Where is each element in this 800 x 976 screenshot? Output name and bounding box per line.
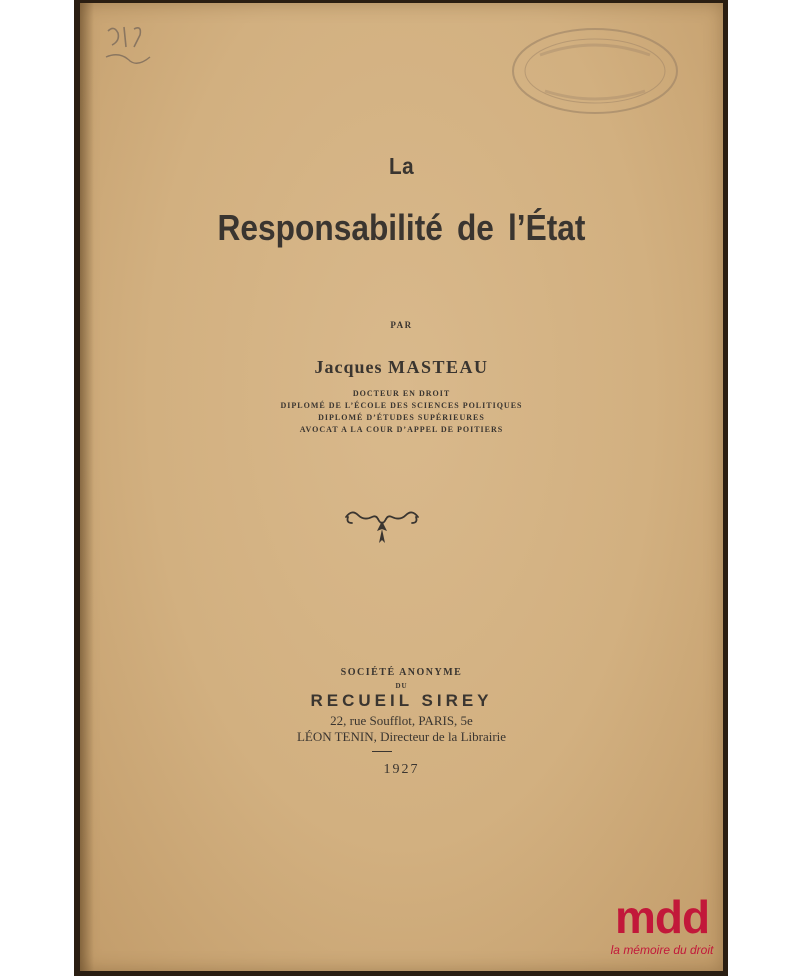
- title-line-2: Responsabilité de l’État: [217, 207, 586, 248]
- publisher-address: 22, rue Soufflot, PARIS, 5e: [330, 713, 473, 728]
- separator-dash: [372, 751, 392, 752]
- publisher-director: LÉON TENIN, Directeur de la Librairie: [296, 729, 507, 744]
- logo-tagline: la mémoire du droit: [610, 943, 714, 957]
- publication-year: 1927: [383, 762, 420, 777]
- pencil-note-icon: [100, 17, 170, 72]
- ornament-icon: [342, 507, 422, 547]
- publisher-name: RECUEIL SIREY: [310, 691, 493, 710]
- author-last-name: MASTEAU: [388, 357, 489, 377]
- credential-line: DIPLOMÉ D’ÉTUDES SUPÉRIEURES: [318, 413, 485, 422]
- credential-line: AVOCAT A LA COUR D’APPEL DE POITIERS: [299, 425, 504, 434]
- stamp-icon: [510, 25, 680, 117]
- title-line-1: La: [388, 153, 415, 179]
- credential-line: DOCTEUR EN DROIT: [352, 389, 451, 398]
- author-name: [80, 357, 723, 378]
- by-label: PAR: [390, 320, 413, 330]
- author-first-name: Jacques: [314, 357, 383, 377]
- logo-mark: mdd: [614, 891, 710, 943]
- publisher-prefix: SOCIÉTÉ ANONYME: [340, 667, 463, 678]
- mdd-logo: [610, 893, 714, 969]
- publisher-connector: DU: [395, 682, 408, 690]
- book-cover: [80, 3, 723, 971]
- cover-spine-shadow: [80, 3, 94, 971]
- credential-line: DIPLOMÉ DE L’ÉCOLE DES SCIENCES POLITIQUES: [280, 401, 523, 410]
